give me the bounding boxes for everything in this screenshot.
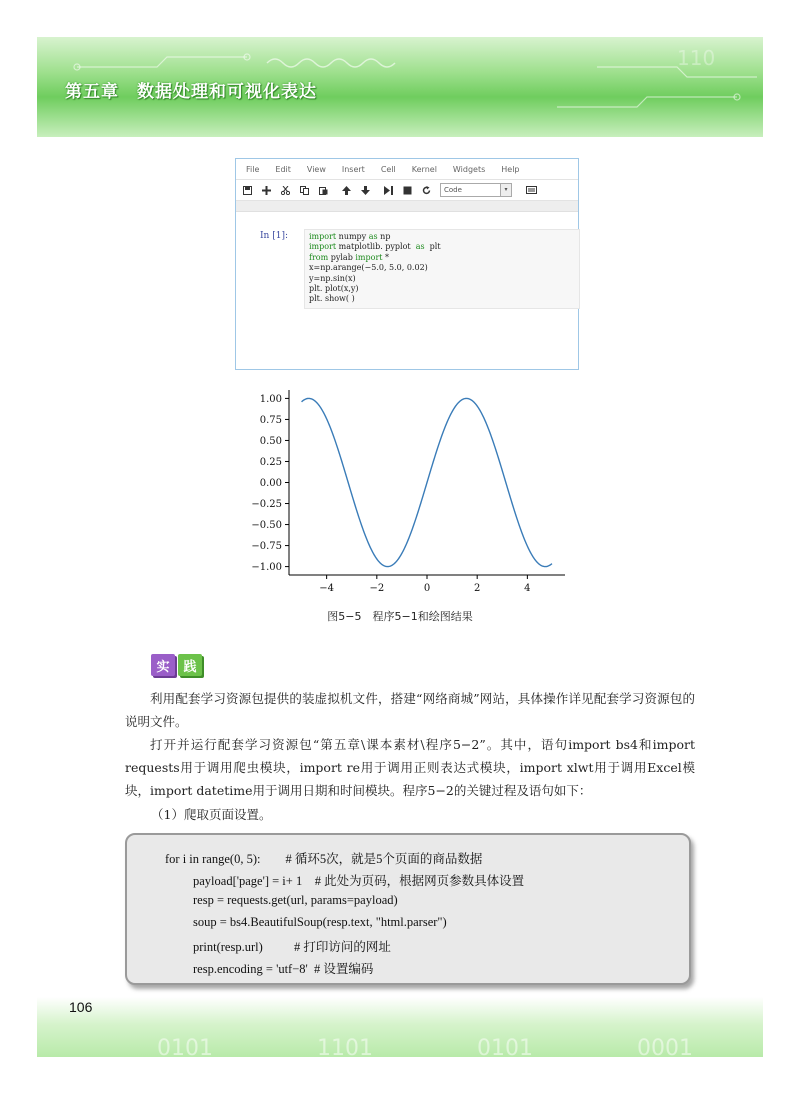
sine-line-chart (237, 387, 567, 599)
badge-char-2: 践 (178, 654, 202, 676)
footer-band (37, 997, 763, 1057)
y-tick-label: 0.50 (259, 435, 282, 447)
code-listing-line: for i in range(0, 5): # 循环5次，就是5个页面的商品数据 (165, 852, 483, 866)
y-tick-label: −0.25 (251, 499, 282, 511)
code-listing-line: soup = bs4.BeautifulSoup(resp.text, "html.parser") (193, 915, 447, 929)
svg-text:0001: 0001 (637, 1036, 693, 1057)
svg-text:110: 110 (677, 46, 716, 70)
move-up-icon[interactable] (339, 183, 354, 198)
code-line: plt. plot(x,y) (309, 284, 359, 294)
paste-icon[interactable] (316, 183, 331, 198)
menu-edit[interactable]: Edit (275, 164, 291, 174)
jupyter-notebook-screenshot (235, 158, 579, 370)
skip-icon[interactable] (381, 183, 396, 198)
textbook-page (37, 37, 763, 1057)
chevron-down-icon: ▾ (500, 184, 511, 196)
badge-char-1: 实 (151, 654, 175, 676)
code-input[interactable] (304, 229, 580, 309)
notebook-menu-bar (236, 159, 578, 179)
code-listing-line: print(resp.url) # 打印访问的网址 (193, 940, 391, 954)
save-icon[interactable] (240, 183, 255, 198)
svg-text:0101: 0101 (157, 1036, 213, 1057)
code-listing-line: resp.encoding = 'utf−8' # 设置编码 (193, 962, 374, 976)
x-tick-label: 0 (423, 583, 431, 594)
y-tick-label: 0.00 (259, 478, 282, 489)
paragraph-2: 打开并运行配套学习资源包“第五章\课本素材\程序5−2”。其中，语句import bs4和import requests用于调用爬虫模块，import re用于调用正则表达式模块，import xlwt用于调用Excel模块，import datetime用于调用日期和时间模块。程序5−2的关键过程及语句如下： (125, 737, 695, 798)
cell-type-select[interactable] (440, 183, 512, 197)
copy-icon[interactable] (297, 183, 312, 198)
code-line: plt. show( ) (309, 294, 355, 304)
add-icon[interactable] (259, 183, 274, 198)
code-line: import matplotlib. pyplot as plt (309, 242, 441, 252)
code-listing-line: payload['page'] = i+ 1 # 此处为页码，根据网页参数具体设置 (193, 874, 525, 888)
cell-prompt: In [1]: (260, 231, 288, 241)
menu-file[interactable]: File (246, 164, 260, 174)
menu-help[interactable]: Help (501, 164, 520, 174)
svg-text:0101: 0101 (477, 1036, 533, 1057)
restart-icon[interactable] (419, 183, 434, 198)
menu-cell[interactable]: Cell (380, 164, 396, 174)
code-line: import numpy as np (309, 232, 391, 241)
x-tick-label: −4 (319, 583, 335, 594)
code-cell[interactable] (260, 229, 580, 309)
cell-type-value: Code (444, 186, 462, 194)
code-line: x=np.arange(−5.0, 5.0, 0.02) (309, 263, 428, 273)
chapter-title: 第五章 数据处理和可视化表达 (65, 82, 317, 102)
cut-icon[interactable] (278, 183, 293, 198)
y-tick-label: 1.00 (259, 393, 282, 405)
binary-pattern-decoration (37, 997, 763, 1057)
y-tick-label: −1.00 (251, 562, 282, 574)
notebook-toolbar (236, 179, 578, 201)
x-tick-label: 4 (524, 583, 531, 594)
y-tick-label: 0.25 (259, 456, 282, 468)
paragraph-1: 利用配套学习资源包提供的装虚拟机文件，搭建“网络商城”网站，具体操作详见配套学习资源包的说明文件。 (125, 691, 695, 729)
menu-view[interactable]: View (306, 164, 326, 174)
sine-series-line (302, 398, 552, 566)
practice-badge (151, 654, 205, 676)
chapter-header-band (37, 37, 763, 137)
y-tick-label: −0.50 (251, 520, 282, 532)
code-listing-box (125, 833, 691, 985)
stop-icon[interactable] (400, 183, 415, 198)
keyboard-icon[interactable] (524, 183, 539, 198)
notebook-header-gap (236, 201, 578, 212)
page-number: 106 (69, 999, 93, 1015)
x-tick-label: 2 (473, 583, 481, 594)
menu-kernel[interactable]: Kernel (411, 164, 437, 174)
y-tick-label: 0.75 (259, 414, 282, 426)
move-down-icon[interactable] (358, 183, 373, 198)
code-line: from pylab import * (309, 252, 390, 262)
x-tick-label: −2 (369, 583, 385, 594)
svg-text:1101: 1101 (317, 1036, 373, 1057)
menu-insert[interactable]: Insert (341, 164, 365, 174)
y-tick-label: −0.75 (251, 541, 282, 553)
figure-caption: 图5−5 程序5−1和绘图结果 (327, 610, 473, 623)
code-listing-line: resp = requests.get(url, params=payload) (193, 893, 398, 907)
menu-widgets[interactable]: Widgets (452, 164, 486, 174)
code-line: y=np.sin(x) (309, 273, 356, 283)
paragraph-3: （1）爬取页面设置。 (151, 807, 272, 822)
